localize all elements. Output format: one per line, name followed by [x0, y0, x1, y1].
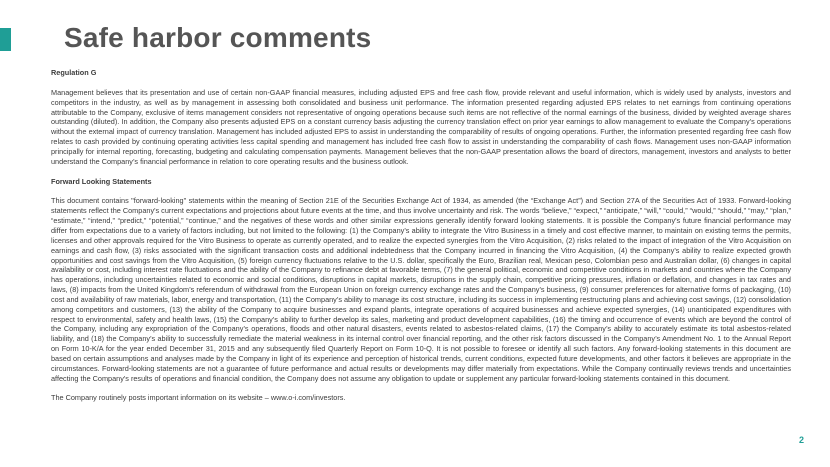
page-number: 2	[798, 435, 804, 445]
slide-body	[51, 68, 791, 403]
website-note: The Company routinely posts important information on its website – www.o-i.com/investors.	[51, 393, 346, 403]
regulation-g-body: Management believes that its presentation and use of certain non-GAAP financial measures, including adjusted EPS and free cash flow, provide relevant and useful information, which is widely used by analysts, investors and competitors in the industry, as well as by management in assessing both consolidated and business unit performance. The information presented regarding adjusted EPS relates to net earnings from continuing operations attributable to the Company, exclusive of items management considers not representative of ongoing operations because such items are not reflective of the normal earnings of the business, divided by weighted average shares outstanding (diluted). In addition, the Company also presents adjusted EPS on a constant currency basis adjusting the currency translation effect on prior year earnings to allow management to evaluate the Company’s operations without the external impact of currency translation. Management has included adjusted EPS to assist in understanding the comparability of results of ongoing operations. Further, the information presented regarding free cash flow relates to cash provided by continuing operating activities less capital spending and management has included free cash flow to assist in understanding the comparability of cash flows. Management uses non-GAAP information principally for internal reporting, forecasting, budgeting and calculating compensation payments. Management believes that the non-GAAP presentation allows the board of directors, management, investors and analysts to better understand the Company’s financial performance in relation to core operating results and the business outlook.	[51, 87, 791, 166]
title-accent-bar	[0, 28, 11, 51]
slide-title: Safe harbor comments	[64, 22, 372, 53]
forward-looking-heading: Forward Looking Statements	[51, 176, 152, 186]
forward-looking-body: This document contains "forward-looking" statements within the meaning of Section 21E of the Securities Exchange Act of 1934, as amended (the “Exchange Act”) and Section 27A of the Securities Act of 1933. Forward-looking statements reflect the Company's current expectations and projections about future events at the time, and thus involve uncertainty and risk. The words “believe,” “expect,” “anticipate,” “will,” “could,” “would,” “should,” “may,” “plan,” “estimate,” “intend,” “predict,” “potential,” “continue,” and the negatives of these words and other similar expressions generally identify forward looking statements. It is possible the Company's future financial performance may differ from expectations due to a variety of factors including, but not limited to the following: (1) the Company’s ability to integrate the Vitro Business in a timely and cost effective manner, to maintain on existing terms the permits, licenses and other approvals required for the Vitro Business to operate as currently operated, and to realize the expected synergies from the Vitro Acquisition, (2) risks related to the impact of integration of the Vitro Acquisition on earnings and cash flow, (3) risks associated with the significant transaction costs and additional indebtedness that the Company incurred in financing the Vitro Acquisition, (4) the Company’s ability to realize expected growth opportunities and cost savings from the Vitro Acquisition, (5) foreign currency fluctuations relative to the U.S. dollar, specifically the Euro, Brazilian real, Mexican peso, Colombian peso and Australian dollar, (6) changes in capital availability or cost, including interest rate fluctuations and the ability of the Company to refinance debt at favorable terms, (7) the general political, economic and competitive conditions in markets and countries where the Company has operations, including uncertainties related to economic and social conditions, disruptions in capital markets, disruptions in the supply chain, competitive pricing pressures, inflation or deflation, and changes in tax rates and laws, (8) impacts from the United Kingdom’s referendum of withdrawal from the European Union on foreign currency exchange rates and the Company’s business, (9) consumer preferences for alternative forms of packaging, (10) cost and availability of raw materials, labor, energy and transportation, (11) the Company’s ability to manage its cost structure, including its success in implementing restructuring plans and achieving cost savings, (12) consolidation among competitors and customers, (13) the ability of the Company to acquire businesses and expand plants, integrate operations of acquired businesses and achieve expected synergies, (14) unanticipated expenditures with respect to environmental, safety and health laws, (15) the Company’s ability to further develop its sales, marketing and product development capabilities, (16) the timing and occurrence of events which are beyond the control of the Company, including any expropriation of the Company’s operations, floods and other natural disasters, events related to asbestos-related claims, (17) the Company’s ability to accurately estimate its total asbestos-related liability, and (18) the Company’s ability to successfully remediate the material weakness in its internal control over financial reporting, and the other risk factors discussed in the Company’s Amendment No. 1 to the Annual Report on Form 10-K/A for the year ended December 31, 2015 and any subsequently filed Quarterly Report on Form 10-Q. It is not possible to foresee or identify all such factors. Any forward-looking statements in this document are based on certain assumptions and analyses made by the Company in light of its experience and perception of historical trends, current conditions, expected future developments, and other factors it believes are appropriate in the circumstances. Forward-looking statements are not a guarantee of future performance and actual results or developments may differ materially from expectations. While the Company continually reviews trends and uncertainties affecting the Company's results of operations and financial condition, the Company does not assume any obligation to update or supplement any particular forward-looking statements contained in this document.	[51, 196, 791, 383]
regulation-g-heading: Regulation G	[51, 68, 97, 77]
